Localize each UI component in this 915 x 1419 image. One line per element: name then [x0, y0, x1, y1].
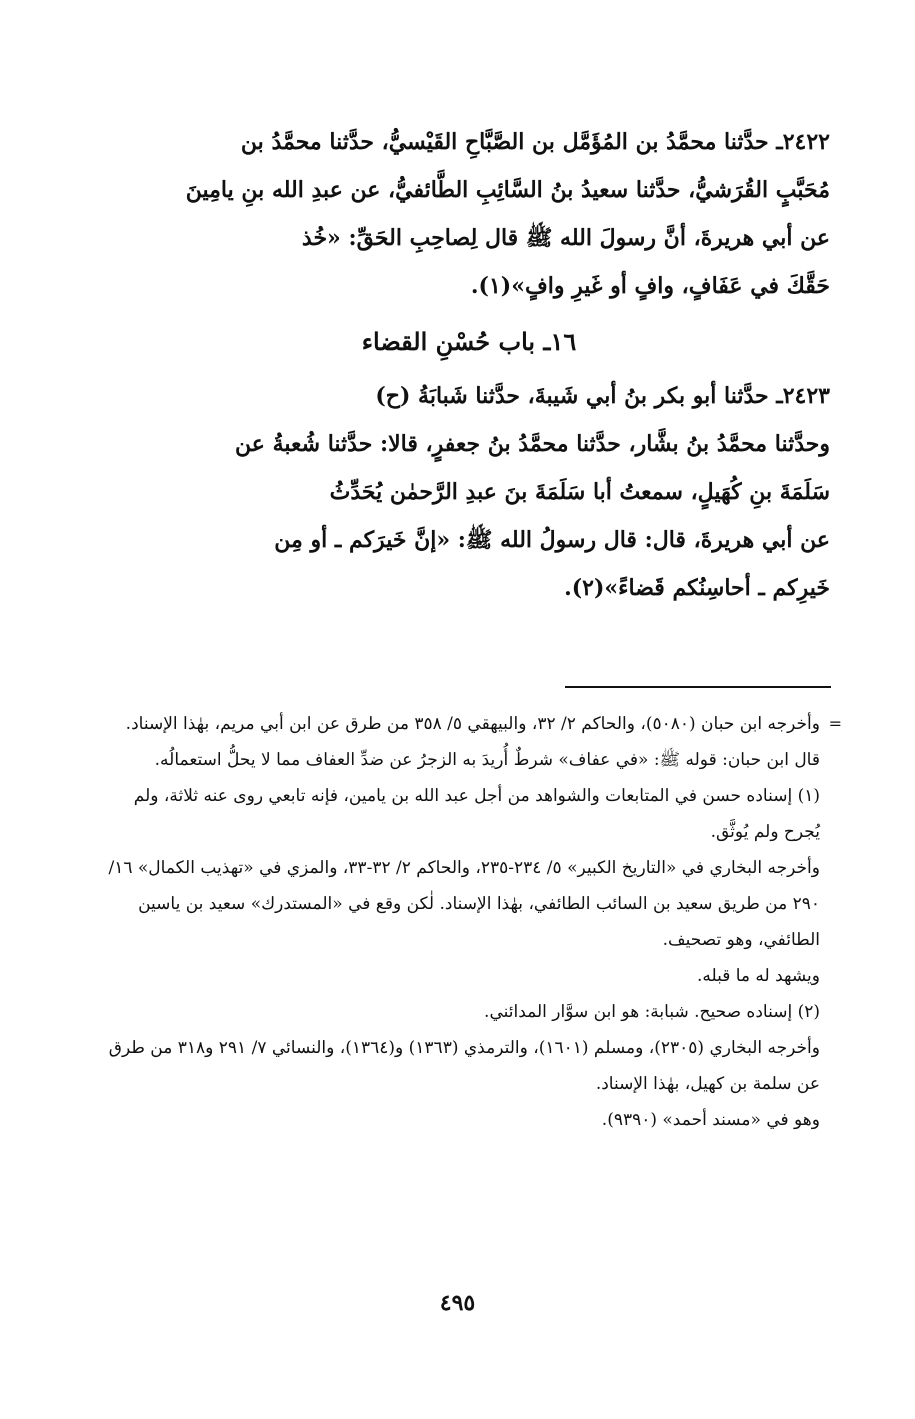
hadith-2422-line-3: عن أبي هريرةَ، أنَّ رسولَ الله ﷺ قال لِصاحِبِ الحَقِّ: «خُذ — [301, 225, 830, 251]
main-text — [108, 118, 830, 612]
footnote-paragraph-6: (٢) إسناده صحيح. شبابة: هو ابن سوَّار المدائني. — [484, 1002, 820, 1022]
hadith-2423-line-1: ٢٤٢٣ـ حدَّثنا أبو بكر بنُ أبي شَيبةَ، حدَّثنا شَبابَةُ (ح) — [375, 383, 830, 409]
hadith-2423-line-3: سَلَمَةَ بنِ كُهَيلٍ، سمعتُ أبا سَلَمَةَ بنَ عبدِ الرَّحمٰن يُحَدِّثُ — [329, 479, 830, 505]
footnote-paragraph-8: وهو في «مسند أحمد» (٩٣٩٠). — [601, 1110, 820, 1130]
footnote-paragraph-3: (١) إسناده حسن في المتابعات والشواهد من أجل عبد الله بن يامين، فإنه تابعي روى عنه ثلاثة، ولم يُجرح ولم يُوثَّق. — [133, 786, 820, 842]
hadith-2423-line-4: عن أبي هريرةَ، قال: قال رسولُ الله ﷺ: «إنَّ خَيرَكم ـ أو مِن — [274, 527, 830, 553]
chapter-heading: ١٦ـ باب حُسْنِ القضاء — [361, 327, 577, 356]
footnotes — [108, 706, 842, 1138]
footnote-paragraph-7: وأخرجه البخاري (٢٣٠٥)، ومسلم (١٦٠١)، والترمذي (١٣٦٣) و(١٣٦٤)، والنسائي ٧/ ٢٩١ و٣١٨ من طرق عن سلمة بن كهيل، بهٰذا الإسناد. — [108, 1038, 820, 1094]
hadith-2422 — [108, 118, 830, 310]
hadith-2423-line-5: خَيرِكم ـ أحاسِنُكم قَضاءً»(٢). — [564, 575, 830, 601]
footnote-paragraph-5: ويشهد له ما قبله. — [696, 966, 820, 986]
hadith-2422-line-4: حَقَّكَ في عَفَافٍ، وافٍ أو غَيرِ وافٍ»(١). — [470, 273, 830, 299]
hadith-2423 — [108, 372, 830, 612]
hadith-2423-line-2: وحدَّثنا محمَّدُ بنُ بشَّار، حدَّثنا محمَّدُ بنُ جعفرٍ، قالا: حدَّثنا شُعبةُ عن — [235, 431, 830, 457]
footnote-paragraph-2: قال ابن حبان: قوله ﷺ: «في عفاف» شرطٌ أُريدَ به الزجرُ عن ضدِّ العفاف مما لا يحلُّ استعمالُه. — [154, 750, 820, 770]
page-number: ٤٩٥ — [439, 1290, 476, 1316]
footnote-paragraph-1: وأخرجه ابن حبان (٥٠٨٠)، والحاكم ٢/ ٣٢، والبيهقي ٥/ ٣٥٨ من طرق عن ابن أبي مريم، بهٰذا الإسناد. — [125, 714, 820, 734]
footnote-paragraph-4: وأخرجه البخاري في «التاريخ الكبير» ٥/ ٢٣٤-٢٣٥، والحاكم ٢/ ٣٢-٣٣، والمزي في «تهذيب الكمال» ١٦/ ٢٩٠ من طريق سعيد بن السائب الطائفي، بهٰذا الإسناد. لٰكن وقع في «المستدرك» سعيد بن ياسين الطائفي، وهو تصحيف. — [108, 858, 820, 950]
hadith-2422-line-1: ٢٤٢٢ـ حدَّثنا محمَّدُ بن المُؤَمَّل بن الصَّبَّاحِ القَيْسيُّ، حدَّثنا محمَّدُ بن — [240, 129, 830, 155]
footnote-separator — [565, 686, 831, 688]
continuation-mark: = — [828, 714, 842, 733]
hadith-2422-line-2: مُحَبَّبٍ القُرَشيُّ، حدَّثنا سعيدُ بنُ السَّائِبِ الطَّائفيُّ، عن عبدِ الله بنِ يامِينَ — [185, 177, 830, 203]
